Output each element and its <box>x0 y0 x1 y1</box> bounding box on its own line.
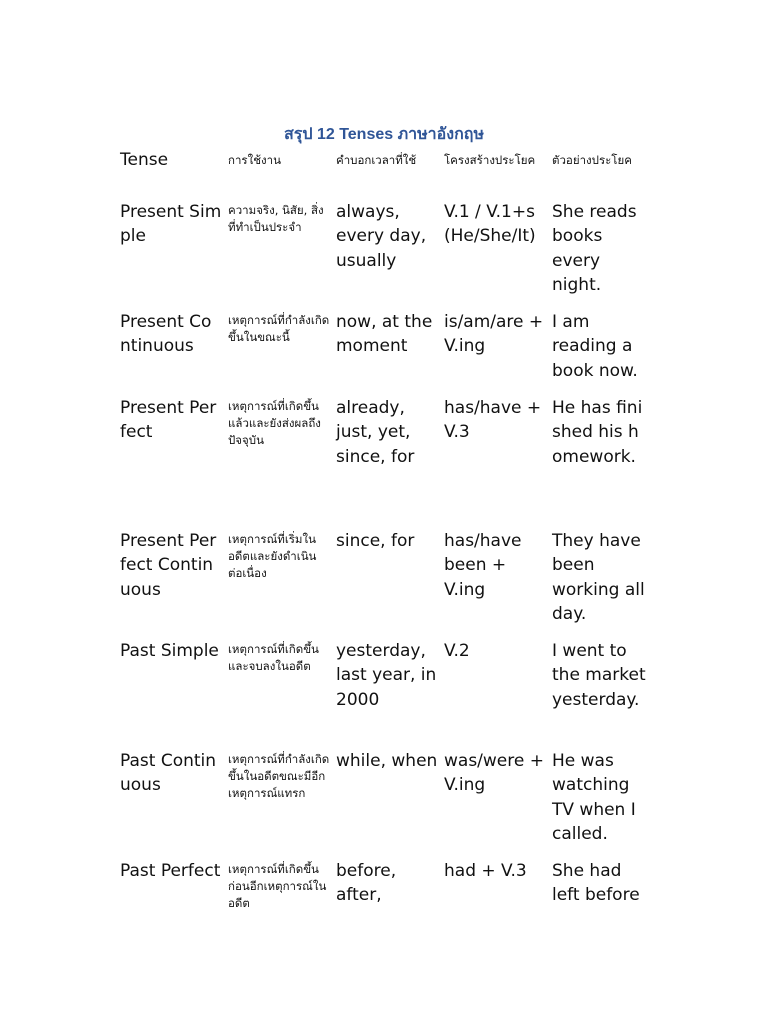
tense-structure: was/were + V.ing <box>444 751 544 796</box>
tense-name: Present Simple <box>120 202 222 247</box>
tense-usage: เหตุการณ์ที่เริ่มในอดีตและยังดำเนินต่อเนื่อง <box>228 532 317 580</box>
tense-structure: V.1 / V.1+s (He/She/It) <box>444 202 536 247</box>
tense-name: Past Continuous <box>120 751 217 796</box>
tense-time-words: while, when <box>336 751 438 771</box>
table-row <box>114 310 654 396</box>
tense-name: Present Continuous <box>120 312 212 357</box>
tense-usage: ความจริง, นิสัย, สิ่งที่ทำเป็นประจำ <box>228 203 324 234</box>
tense-structure: had + V.3 <box>444 861 527 881</box>
tense-structure: is/am/are + V.ing <box>444 312 544 357</box>
table-row <box>114 749 654 859</box>
tense-name: Past Simple <box>120 641 219 661</box>
header-example: ตัวอย่างประโยค <box>552 153 632 167</box>
document-title: สรุป 12 Tenses ภาษาอังกฤษ <box>283 126 484 143</box>
header-time-words: คำบอกเวลาที่ใช้ <box>336 153 417 167</box>
tense-example: They have been working all day. <box>552 531 645 624</box>
tense-example: He was watching TV when I called. <box>552 751 636 844</box>
tense-example: She had left before <box>552 861 640 906</box>
tense-time-words: already, just, yet, since, for <box>336 398 415 467</box>
header-tense: Tense <box>120 150 169 170</box>
tense-usage: เหตุการณ์ที่เกิดขึ้นแล้วและยังส่งผลถึงปัจจุบัน <box>228 399 321 447</box>
tense-usage: เหตุการณ์ที่กำลังเกิดขึ้นในอดีตขณะมีอีกเหตุการณ์แทรก <box>228 752 330 800</box>
tense-usage: เหตุการณ์ที่เกิดขึ้นก่อนอีกเหตุการณ์ในอดีต <box>228 862 327 910</box>
tense-structure: V.2 <box>444 641 470 661</box>
tense-time-words: always, every day, usually <box>336 202 427 271</box>
tense-time-words: now, at the moment <box>336 312 433 357</box>
tense-structure: has/have been + V.ing <box>444 531 522 600</box>
tense-name: Past Perfect <box>120 861 221 881</box>
table-row <box>114 859 654 929</box>
tense-usage: เหตุการณ์ที่เกิดขึ้นและจบลงในอดีต <box>228 642 319 673</box>
tense-time-words: before, after, <box>336 861 397 906</box>
table-row <box>114 529 654 639</box>
table-row <box>114 639 654 749</box>
tenses-table <box>114 146 654 929</box>
tense-time-words: since, for <box>336 531 415 551</box>
table-header-row <box>114 146 654 200</box>
header-structure: โครงสร้างประโยค <box>444 153 536 167</box>
tense-example: She reads books every night. <box>552 202 637 295</box>
tense-example: He has finished his homework. <box>552 398 643 467</box>
header-usage: การใช้งาน <box>228 153 281 167</box>
tense-structure: has/have + V.3 <box>444 398 542 443</box>
tense-usage: เหตุการณ์ที่กำลังเกิดขึ้นในขณะนี้ <box>228 313 330 344</box>
tense-example: I went to the market yesterday. <box>552 641 646 710</box>
table-row <box>114 396 654 529</box>
tense-time-words: yesterday, last year, in 2000 <box>336 641 437 710</box>
tense-example: I am reading a book now. <box>552 312 638 381</box>
tense-name: Present Perfect Continuous <box>120 531 217 600</box>
tense-name: Present Perfect <box>120 398 217 443</box>
table-row <box>114 200 654 310</box>
